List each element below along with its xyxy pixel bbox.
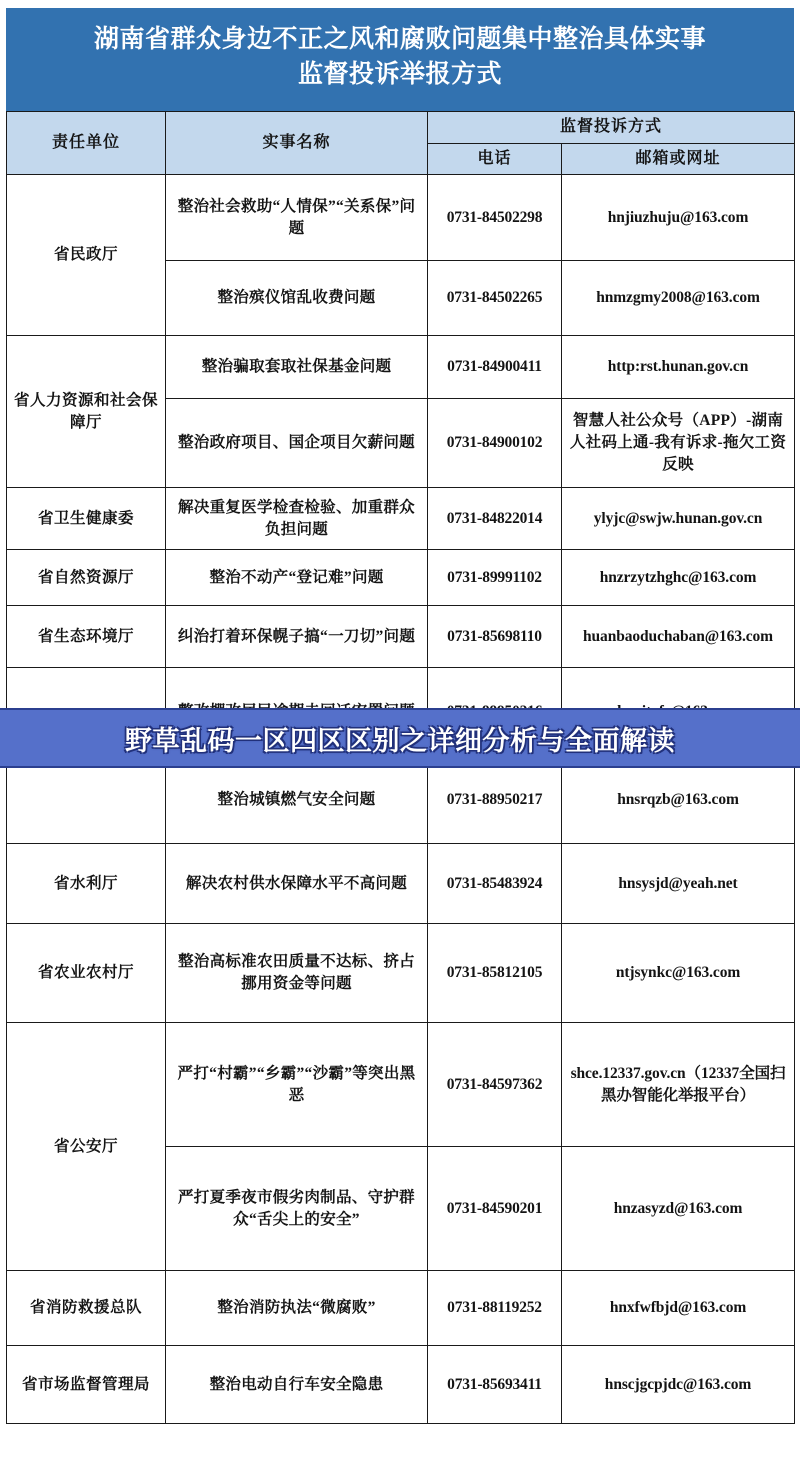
table-header	[7, 112, 795, 175]
table-body	[7, 175, 795, 1424]
cell-responsible-unit: 省农业农村厅	[7, 924, 166, 1023]
cell-email-or-url[interactable]: ntjsynkc@163.com	[562, 924, 795, 1023]
cell-responsible-unit: 省民政厅	[7, 175, 166, 336]
cell-responsible-unit: 省水利厅	[7, 844, 166, 924]
cell-matter-name: 解决农村供水保障水平不高问题	[166, 844, 428, 924]
cell-phone[interactable]: 0731-85693411	[428, 1346, 562, 1424]
cell-email-or-url[interactable]: hnscjgcpjdc@163.com	[562, 1346, 795, 1424]
cell-phone[interactable]: 0731-88119252	[428, 1271, 562, 1346]
cell-matter-name: 严打“村霸”“乡霸”“沙霸”等突出黑恶	[166, 1023, 428, 1147]
cell-matter-name: 整治城镇燃气安全问题	[166, 756, 428, 844]
header-unit: 责任单位	[7, 112, 166, 175]
cell-phone[interactable]: 0731-84900102	[428, 399, 562, 488]
title-line-1: 湖南省群众身边不正之风和腐败问题集中整治具体实事	[93, 25, 706, 53]
cell-phone[interactable]: 0731-84900411	[428, 336, 562, 399]
table-row	[7, 488, 795, 550]
cell-matter-name: 整治政府项目、国企项目欠薪问题	[166, 399, 428, 488]
overlay-watermark-text: 野草乱码一区四区区别之详细分析与全面解读	[125, 725, 675, 756]
title-line-2: 监督投诉举报方式	[297, 59, 502, 88]
cell-email-or-url[interactable]: hnsrqzb@163.com	[562, 756, 795, 844]
header-method-group: 监督投诉方式	[428, 112, 795, 144]
table-row	[7, 1271, 795, 1346]
cell-matter-name: 整治不动产“登记难”问题	[166, 550, 428, 606]
cell-phone[interactable]: 0731-85698110	[428, 606, 562, 668]
cell-email-or-url[interactable]: ylyjc@swjw.hunan.gov.cn	[562, 488, 795, 550]
cell-matter-name: 整治社会救助“人情保”“关系保”问题	[166, 175, 428, 261]
cell-email-or-url[interactable]: hnmzgmy2008@163.com	[562, 261, 795, 336]
header-row-top	[7, 112, 795, 144]
cell-phone[interactable]: 0731-84597362	[428, 1023, 562, 1147]
cell-email-or-url[interactable]: http:rst.hunan.gov.cn	[562, 336, 795, 399]
cell-email-or-url[interactable]: hnjiuzhuju@163.com	[562, 175, 795, 261]
cell-phone[interactable]: 0731-84822014	[428, 488, 562, 550]
header-mail: 邮箱或网址	[562, 143, 795, 175]
table-row	[7, 336, 795, 399]
cell-matter-name: 整治殡仪馆乱收费问题	[166, 261, 428, 336]
cell-email-or-url[interactable]: hnsysjd@yeah.net	[562, 844, 795, 924]
cell-email-or-url[interactable]: 智慧人社公众号（APP）-湖南人社码上通-我有诉求-拖欠工资反映	[562, 399, 795, 488]
cell-email-or-url[interactable]: hnzrzytzhghc@163.com	[562, 550, 795, 606]
cell-matter-name: 整治骗取套取社保基金问题	[166, 336, 428, 399]
table-row	[7, 844, 795, 924]
cell-email-or-url[interactable]: hnxfwfbjd@163.com	[562, 1271, 795, 1346]
cell-matter-name: 解决重复医学检查检验、加重群众负担问题	[166, 488, 428, 550]
cell-matter-name: 整治消防执法“微腐败”	[166, 1271, 428, 1346]
cell-matter-name: 纠治打着环保幌子搞“一刀切”问题	[166, 606, 428, 668]
cell-phone[interactable]: 0731-84502298	[428, 175, 562, 261]
document-title-banner	[6, 8, 794, 111]
cell-responsible-unit: 省公安厅	[7, 1023, 166, 1271]
cell-email-or-url[interactable]: shce.12337.gov.cn（12337全国扫黑办智能化举报平台）	[562, 1023, 795, 1147]
cell-email-or-url[interactable]: hnzasyzd@163.com	[562, 1147, 795, 1271]
cell-email-or-url[interactable]: huanbaoduchaban@163.com	[562, 606, 795, 668]
cell-responsible-unit: 省人力资源和社会保障厅	[7, 336, 166, 488]
cell-phone[interactable]: 0731-89991102	[428, 550, 562, 606]
cell-phone[interactable]: 0731-85483924	[428, 844, 562, 924]
overlay-watermark-banner	[0, 708, 800, 768]
cell-matter-name: 整治电动自行车安全隐患	[166, 1346, 428, 1424]
cell-responsible-unit: 省生态环境厅	[7, 606, 166, 668]
cell-responsible-unit: 省卫生健康委	[7, 488, 166, 550]
table-row	[7, 550, 795, 606]
cell-matter-name: 整治高标准农田质量不达标、挤占挪用资金等问题	[166, 924, 428, 1023]
cell-matter-name: 严打夏季夜市假劣肉制品、守护群众“舌尖上的安全”	[166, 1147, 428, 1271]
table-row	[7, 924, 795, 1023]
table-row	[7, 1346, 795, 1424]
cell-phone[interactable]: 0731-84590201	[428, 1147, 562, 1271]
header-matter: 实事名称	[166, 112, 428, 175]
cell-responsible-unit: 省市场监督管理局	[7, 1346, 166, 1424]
cell-responsible-unit: 省消防救援总队	[7, 1271, 166, 1346]
cell-phone[interactable]: 0731-84502265	[428, 261, 562, 336]
table-row	[7, 1023, 795, 1147]
cell-phone[interactable]: 0731-88950217	[428, 756, 562, 844]
cell-phone[interactable]: 0731-85812105	[428, 924, 562, 1023]
header-phone: 电话	[428, 143, 562, 175]
table-row	[7, 175, 795, 261]
table-row	[7, 606, 795, 668]
cell-responsible-unit: 省自然资源厅	[7, 550, 166, 606]
